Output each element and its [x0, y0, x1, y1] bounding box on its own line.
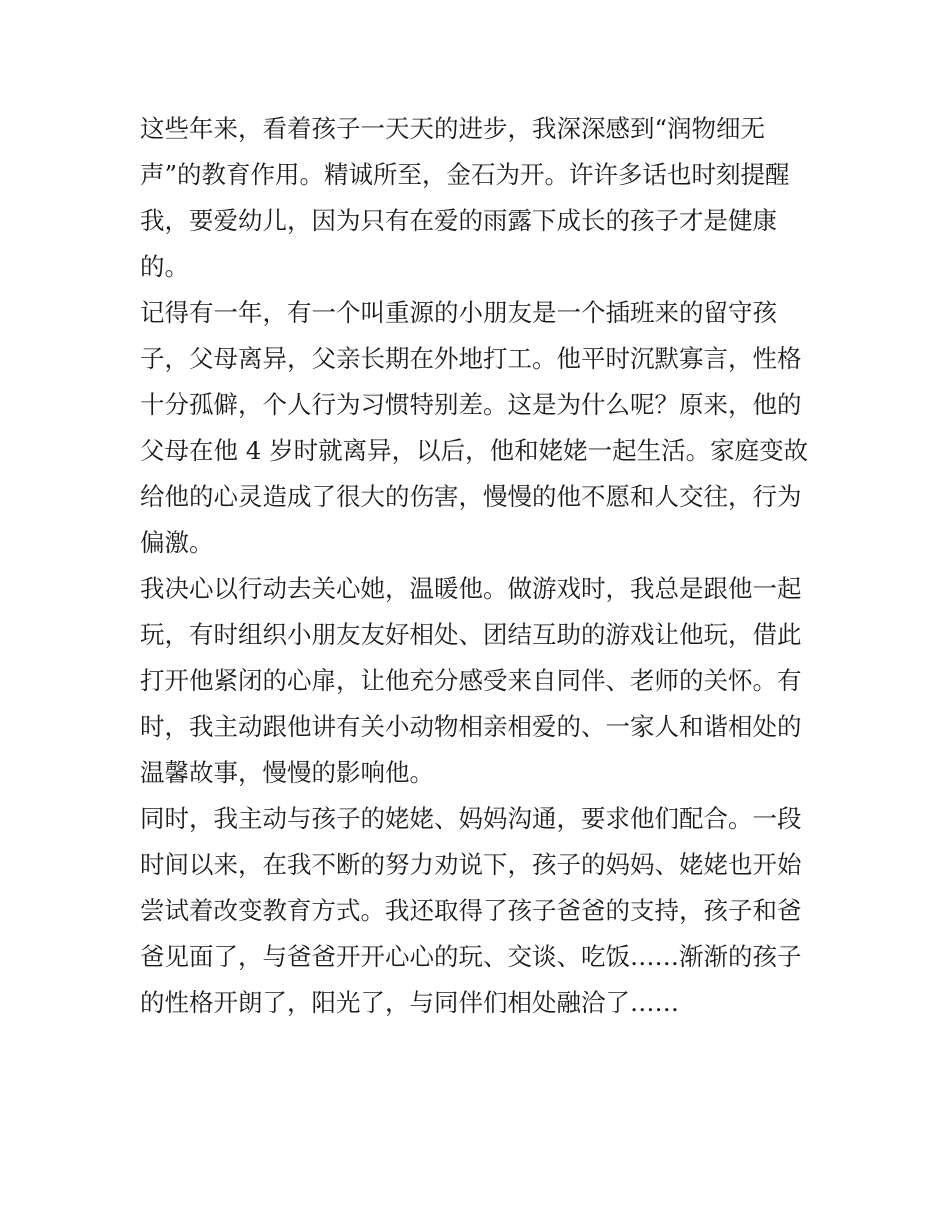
text-line: 十分孤僻，个人行为习惯特别差。这是为什么呢？原来，他的 [140, 390, 802, 419]
text-line: 的。 [140, 252, 189, 281]
text-line: 我，要爱幼儿，因为只有在爱的雨露下成长的孩子才是健康 [140, 206, 777, 235]
text-line: 子，父母离异，父亲长期在外地打工。他平时沉默寡言，性格 [140, 344, 802, 373]
text-line: 时，我主动跟他讲有关小动物相亲相爱的、一家人和谐相处的 [140, 712, 802, 741]
text-line: 同时，我主动与孩子的姥姥、妈妈沟通，要求他们配合。一段 [140, 804, 802, 833]
text-line: 温馨故事，慢慢的影响他。 [140, 758, 434, 787]
text-line: 这些年来，看着孩子一天天的进步，我深深感到“润物细无 [140, 114, 766, 143]
text-line: 偏激。 [140, 528, 214, 557]
text-line: 我决心以行动去关心她，温暖他。做游戏时，我总是跟他一起 [140, 574, 802, 603]
text-line: 的性格开朗了，阳光了，与同伴们相处融洽了…… [140, 988, 679, 1017]
text-line: 给他的心灵造成了很大的伤害，慢慢的他不愿和人交往，行为 [140, 482, 802, 511]
text-line: 爸见面了，与爸爸开开心心的玩、交谈、吃饭……渐渐的孩子 [140, 942, 802, 971]
text-line: 记得有一年，有一个叫重源的小朋友是一个插班来的留守孩 [140, 298, 777, 327]
text-line: 父母在他 4 岁时就离异，以后，他和姥姥一起生活。家庭变故 [140, 436, 809, 465]
text-line: 尝试着改变教育方式。我还取得了孩子爸爸的支持，孩子和爸 [140, 896, 802, 925]
text-line: 时间以来，在我不断的努力劝说下，孩子的妈妈、姥姥也开始 [140, 850, 802, 879]
text-line: 玩，有时组织小朋友友好相处、团结互助的游戏让他玩，借此 [140, 620, 802, 649]
text-line: 打开他紧闭的心扉，让他充分感受来自同伴、老师的关怀。有 [140, 666, 802, 695]
body-text [140, 106, 820, 1026]
text-line: 声”的教育作用。精诚所至，金石为开。许许多话也时刻提醒 [140, 160, 790, 189]
